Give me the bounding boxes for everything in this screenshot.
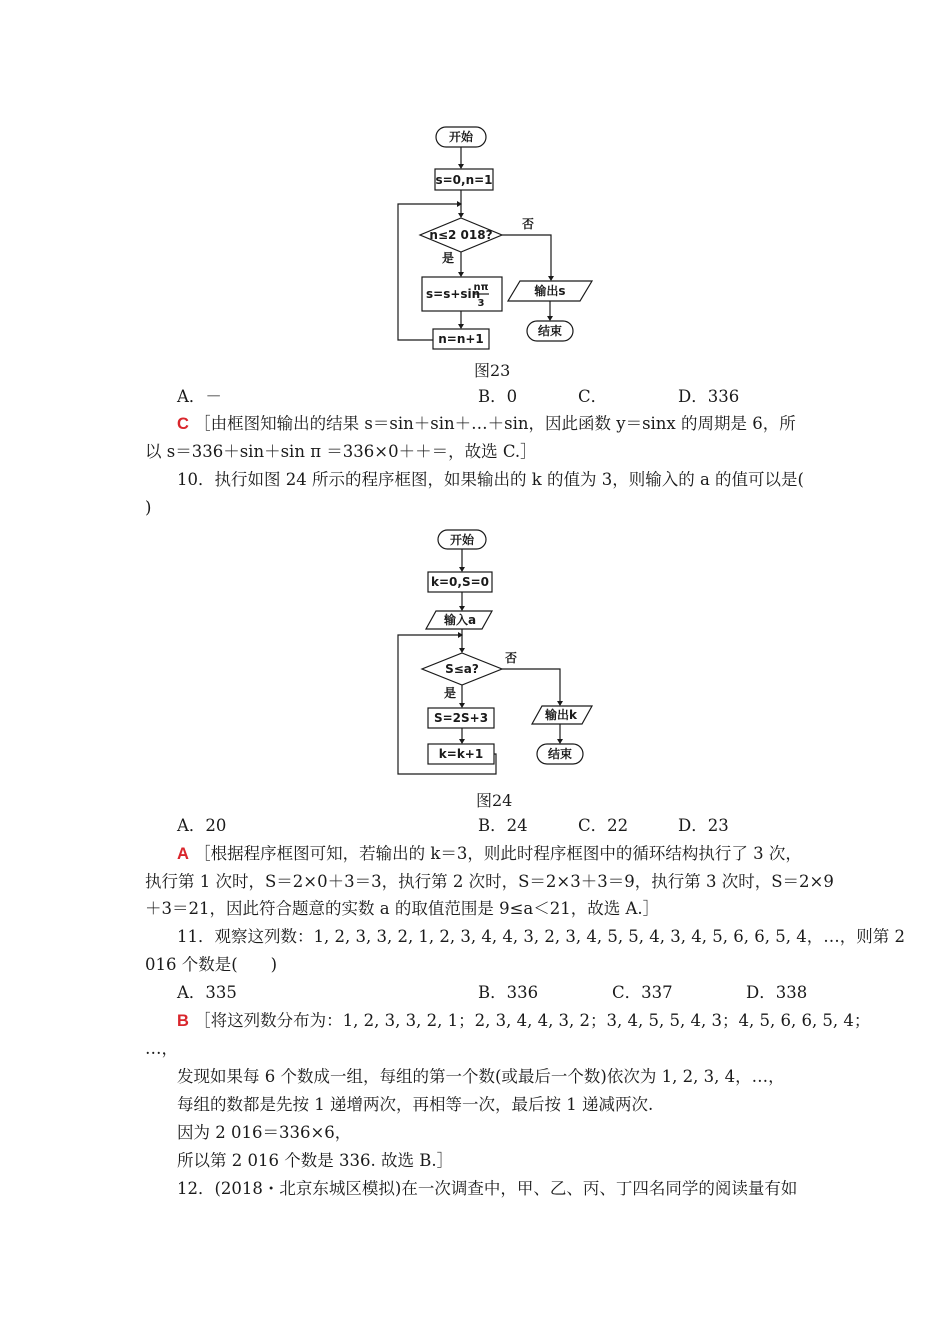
no-label: 否 bbox=[504, 651, 518, 665]
q10-answer-line-2: 执行第 1 次时，S＝2×0＋3＝3，执行第 2 次时，S＝2×3＋3＝9，执行第 3 次时，S＝2×9 bbox=[145, 872, 834, 891]
process-numerator: nπ bbox=[473, 282, 489, 293]
process-label: S=2S+3 bbox=[433, 711, 489, 725]
q9-option-d: D．336 bbox=[678, 387, 740, 406]
q10-answer-text-1: ［根据程序框图可知，若输出的 k＝3，则此时程序框图中的循环结构执行了 3 次， bbox=[194, 844, 802, 863]
q11-stem-line-1: 11．观察这列数：1, 2, 3, 3, 2, 1, 2, 3, 4, 4, 3, 2, 3, 4, 5, 5, 4, 3, 4, 5, 6, 6, 5, 4，…，则第 2 bbox=[177, 927, 905, 946]
figure-23-caption: 图23 bbox=[474, 361, 511, 380]
q11-option-c: C．337 bbox=[612, 983, 673, 1002]
q12-stem-line-1: 12．(2018・北京东城区模拟)在一次调查中，甲、乙、丙、丁四名同学的阅读量有如 bbox=[177, 1179, 798, 1198]
q11-answer-line-2: …， bbox=[145, 1039, 178, 1058]
figure-24-caption: 图24 bbox=[476, 791, 513, 810]
q11-answer-line-5: 因为 2 016＝336×6， bbox=[177, 1123, 352, 1142]
q11-answer-letter: B bbox=[177, 1012, 189, 1030]
q11-answer-line-3: 发现如果每 6 个数成一组，每组的第一个数(或最后一个数)依次为 1, 2, 3, 4，…， bbox=[177, 1067, 785, 1086]
q10-answer-line-1 bbox=[177, 843, 802, 865]
output-label: 输出k bbox=[545, 708, 577, 722]
increment-label: k=k+1 bbox=[438, 747, 484, 761]
flowchart-23 bbox=[380, 118, 620, 358]
no-label: 否 bbox=[521, 217, 535, 231]
q11-stem-line-2: 016 个数是( ) bbox=[145, 955, 278, 974]
q9-answer-line-2: 以 s＝336＋sin＋sin π ＝336×0＋＋＝，故选 C.］ bbox=[145, 442, 537, 461]
process-prefix: s=s+sin bbox=[426, 287, 481, 301]
q11-answer-line-6: 所以第 2 016 个数是 336. 故选 B.］ bbox=[177, 1151, 454, 1170]
q10-stem-line-1: 10．执行如图 24 所示的程序框图，如果输出的 k 的值为 3，则输入的 a 的值可以是( bbox=[177, 470, 804, 489]
flowchart-24 bbox=[380, 525, 620, 780]
q10-answer-line-3: ＋3＝21，因此符合题意的实数 a 的取值范围是 9≤a＜21，故选 A.］ bbox=[145, 899, 660, 918]
condition-label: n≤2 018? bbox=[429, 228, 493, 242]
q10-option-c: C．22 bbox=[578, 816, 629, 835]
q11-answer-line-4: 每组的数都是先按 1 递增两次，再相等一次，最后按 1 递减两次. bbox=[177, 1095, 654, 1114]
init-label: k=0,S=0 bbox=[431, 575, 489, 589]
q11-option-d: D．338 bbox=[746, 983, 808, 1002]
q11-option-b: B．336 bbox=[478, 983, 539, 1002]
q9-answer-letter: C bbox=[177, 415, 189, 433]
init-label: s=0,n=1 bbox=[435, 173, 493, 187]
start-label: 开始 bbox=[448, 130, 474, 144]
q11-answer-line-1 bbox=[177, 1010, 870, 1032]
q9-option-b: B．0 bbox=[478, 387, 518, 406]
q9-answer-line-1 bbox=[177, 413, 796, 435]
q10-option-d: D．23 bbox=[678, 816, 729, 835]
q9-answer-text-1: ［由框图知输出的结果 s＝sin＋sin＋…＋sin，因此函数 y＝sinx 的周期是 6，所 bbox=[194, 414, 796, 433]
q10-stem-line-2: ) bbox=[145, 498, 152, 517]
q10-answer-letter: A bbox=[177, 845, 189, 863]
process-denominator: 3 bbox=[477, 298, 485, 309]
q11-option-a: A．335 bbox=[177, 983, 237, 1002]
yes-label: 是 bbox=[441, 251, 455, 265]
input-label: 输入a bbox=[443, 613, 477, 627]
q11-answer-text-1: ［将这列数分布为：1, 2, 3, 3, 2, 1；2, 3, 4, 4, 3, 2；3, 4, 5, 5, 4, 3；4, 5, 6, 6, 5, 4； bbox=[194, 1011, 871, 1030]
start-label: 开始 bbox=[449, 533, 475, 547]
end-label: 结束 bbox=[537, 324, 563, 338]
q10-option-a: A．20 bbox=[177, 816, 227, 835]
end-label: 结束 bbox=[547, 747, 573, 761]
q9-option-c: C． bbox=[578, 387, 608, 406]
q10-option-b: B．24 bbox=[478, 816, 528, 835]
condition-label: S≤a? bbox=[445, 662, 479, 676]
increment-label: n=n+1 bbox=[438, 332, 484, 346]
output-label: 输出s bbox=[534, 284, 566, 298]
q9-option-a: A．－ bbox=[177, 387, 222, 406]
yes-label: 是 bbox=[443, 686, 457, 700]
